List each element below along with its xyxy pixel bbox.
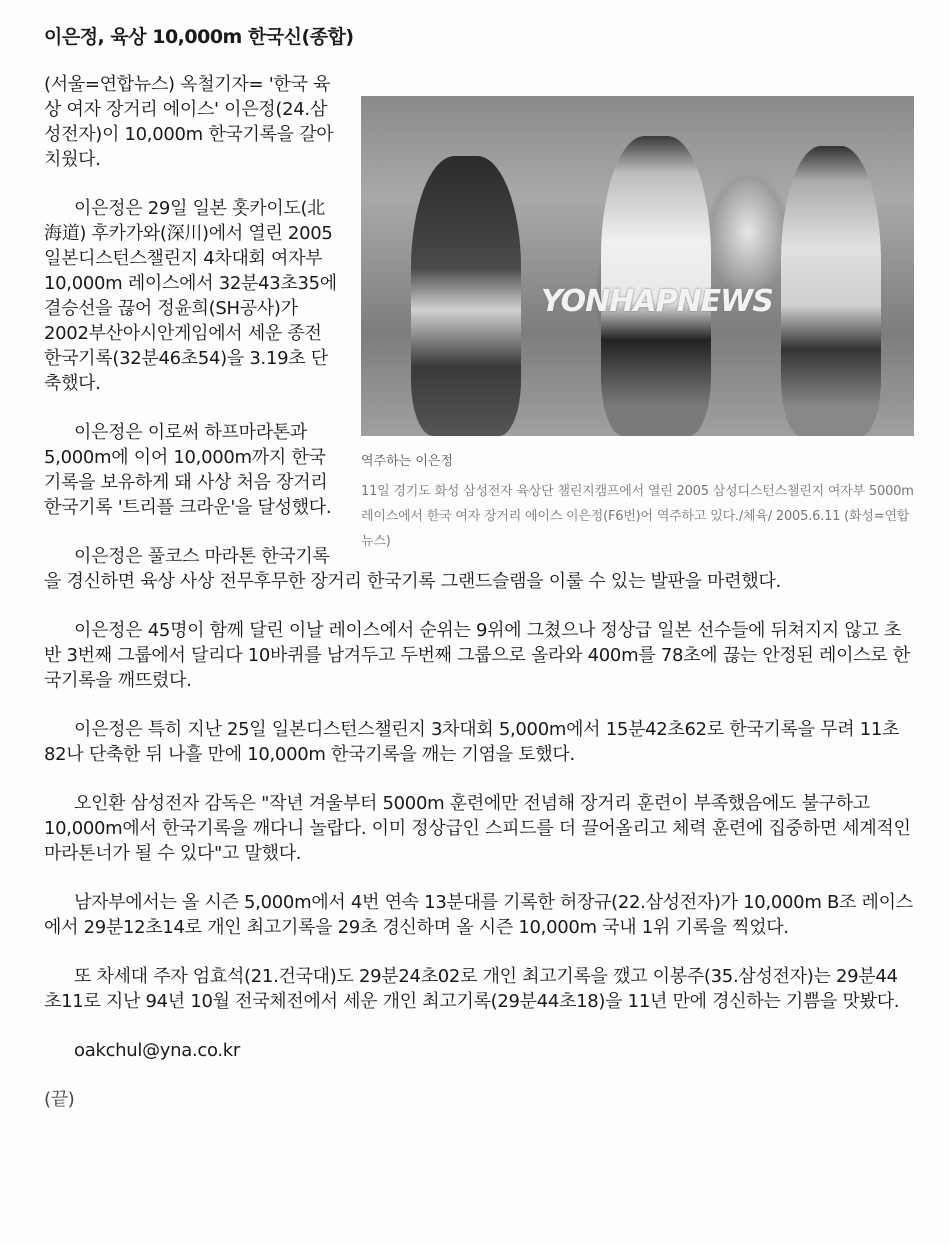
end-mark: (끝)	[44, 1089, 75, 1110]
paragraph: 이은정은 29일 일본 홋카이도(北海道) 후카가와(深川)에서 열린 2005일본디스턴스챌린지 4차대회 여자부 10,000m 레이스에서 32분43초35에 결승선을 끊어 정윤희(SH공사)가 2002부산아시안게임에서 세운 종전 한국기록(32분46초54)을 3.19초 단축했다.	[44, 198, 337, 394]
paragraph: 남자부에서는 올 시즌 5,000m에서 4번 연속 13분대를 기록한 허장규(22.삼성전자)가 10,000m B조 레이스에서 29분12초14로 개인 최고기록을 29초 경신하며 올 시즌 10,000m 국내 1위 기록을 찍었다.	[44, 892, 913, 938]
paragraph: 이은정은 특히 지난 25일 일본디스턴스챌린지 3차대회 5,000m에서 15분42초62로 한국기록을 무려 11초82나 단축한 뒤 나흘 만에 10,000m 한국기록을 깨는 기염을 토했다.	[44, 719, 900, 765]
photo-caption-text: 11일 경기도 화성 삼성전자 육상단 챌린지캠프에서 열린 2005 삼성디스턴스챌린지 여자부 5000m레이스에서 한국 여자 장거리 에이스 이은정(F6번)어 역주하고 있다./체육/ 2005.6.11 (화성=연합뉴스)	[361, 484, 914, 549]
paragraph: 이은정은 풀코스 마라톤 한국기록을 경신하면 육상 사상 전무후무한 장거리 한국기록 그랜드슬램을 이룰 수 있는 발판을 마련했다.	[44, 546, 781, 592]
paragraph: 이은정은 이로써 하프마라톤과 5,000m에 이어 10,000m까지 한국기록을 보유하게 돼 사상 처음 장거리 한국기록 '트리플 크라운'을 달성했다.	[44, 422, 332, 518]
article-body	[44, 72, 914, 1136]
paragraph-lead: (서울=연합뉴스) 옥철기자= '한국 육상 여자 장거리 에이스' 이은정(24.삼성전자)이 10,000m 한국기록을 갈아치웠다.	[44, 74, 334, 170]
runner-shape	[781, 146, 881, 436]
reporter-email: oakchul@yna.co.kr	[74, 1040, 241, 1061]
paragraph: 또 차세대 주자 엄효석(21.건국대)도 29분24초02로 개인 최고기록을 깼고 이봉주(35.삼성전자)는 29분44초11로 지난 94년 10월 전국체전에서 세운 개인 최고기록(29분44초18)을 11년 만에 경신하는 기쁨을 맛봤다.	[44, 966, 900, 1012]
photo-watermark: YONHAPNEWS	[541, 284, 773, 319]
photo-caption-title: 역주하는 이은정	[361, 454, 454, 469]
race-photo	[361, 96, 914, 436]
photo-figure	[361, 96, 916, 554]
paragraph: 오인환 삼성전자 감독은 "작년 겨울부터 5000m 훈련에만 전념해 장거리 훈련이 부족했음에도 불구하고 10,000m에서 한국기록을 깨다니 놀랍다. 이미 정상급인 스피드를 더 끌어올리고 체력 훈련에 집중하면 세계적인 마라톤너가 될 수 있다"고 말했다.	[44, 793, 911, 864]
headline: 이은정, 육상 10,000m 한국신(종합)	[44, 26, 354, 48]
paragraph: 이은정은 45명이 함께 달린 이날 레이스에서 순위는 9위에 그쳤으나 정상급 일본 선수들에 뒤쳐지지 않고 초반 3번째 그룹에서 달리다 10바퀴를 남겨두고 두번째 그룹으로 올라와 400m를 78초에 끊는 안정된 레이스로 한국기록을 깨뜨렸다.	[44, 620, 910, 691]
runner-shape	[411, 156, 521, 436]
